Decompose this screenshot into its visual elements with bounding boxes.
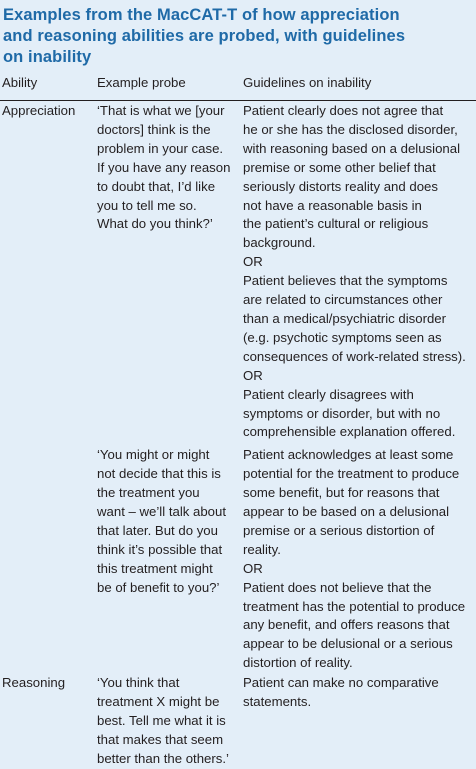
guideline-line: OR (243, 367, 263, 383)
guideline-line: reality. (243, 541, 281, 557)
guideline-line: Patient acknowledges at least some (243, 447, 454, 463)
guideline-line: the patient’s cultural or religious (243, 216, 429, 232)
guideline-line: appear to be based on a delusional (243, 504, 450, 520)
ability-cell: Appreciation (2, 103, 76, 118)
probe-line: to doubt that, I’d like (97, 178, 216, 194)
guideline-line: he or she has the disclosed disorder, (243, 121, 458, 137)
guideline-line: potential for the treatment to produce (243, 466, 460, 482)
probe-table (0, 74, 476, 769)
guideline-line: statements. (243, 694, 312, 710)
probe-line: you to tell me so. (97, 197, 197, 213)
guideline-line: appear to be delusional or a serious (243, 636, 453, 652)
guideline-line: consequences of work-related stress). (243, 348, 466, 364)
guideline-line: Patient clearly does not agree that (243, 103, 444, 118)
guideline-line: Patient does not believe that the (243, 579, 432, 595)
guideline-line: seriously distorts reality and does (243, 178, 438, 194)
probe-line: ‘That is what we [your (97, 103, 225, 118)
probe-cell (97, 102, 243, 442)
guideline-cell (243, 446, 476, 673)
probe-group (97, 102, 476, 673)
probe-group (97, 674, 476, 769)
probe-line: that makes that seem (97, 731, 224, 747)
probe-line: be of benefit to you?’ (97, 579, 220, 595)
guideline-line: premise or some other belief that (243, 159, 436, 175)
probe-line: best. Tell me what it is (97, 713, 226, 728)
guideline-line: Patient believes that the symptoms (243, 273, 448, 289)
table-title (0, 0, 476, 68)
probe-line: this treatment might (97, 560, 213, 576)
guideline-line: are related to circumstances other (243, 292, 443, 308)
guideline-cell (243, 102, 476, 442)
table-row (0, 673, 476, 769)
probe-subrow (97, 446, 476, 673)
guideline-line: any benefit, and offers reasons that (243, 617, 450, 633)
probe-subrow (97, 674, 476, 769)
probe-cell (97, 446, 243, 673)
guideline-line: Patient clearly disagrees with (243, 386, 414, 402)
header-ability: Ability (2, 75, 38, 90)
guideline-line: OR (243, 560, 263, 576)
table-header-row (0, 74, 476, 100)
guideline-line: treatment has the potential to produce (243, 598, 466, 614)
probe-line: want – we’ll talk about (97, 504, 227, 520)
guideline-line: than a medical/psychiatric disorder (243, 310, 447, 326)
probe-line: better than the others.’ (97, 750, 229, 766)
probe-line: the treatment you (97, 485, 200, 501)
guideline-line: premise or a serious distortion of (243, 522, 435, 538)
header-guidelines: Guidelines on inability (243, 75, 372, 90)
table-body (0, 101, 476, 769)
guideline-line: (e.g. psychotic symptoms seen as (243, 329, 442, 345)
probe-line: think it’s possible that (97, 541, 223, 557)
title-line: on inability (3, 48, 92, 66)
probe-line: What do you think?’ (97, 216, 213, 232)
probe-line: treatment X might be (97, 694, 220, 710)
title-line: Examples from the MacCAT-T of how appreciation (3, 6, 400, 24)
probe-subrow (97, 102, 476, 442)
guideline-line: symptoms or disorder, but with no (243, 405, 441, 421)
guideline-line: OR (243, 254, 263, 270)
guideline-line: comprehensible explanation offered. (243, 424, 456, 440)
title-line: and reasoning abilities are probed, with guidelines (3, 27, 406, 45)
table-row (0, 101, 476, 673)
guideline-line: Patient can make no comparative (243, 675, 439, 691)
probe-line: that later. But do you (97, 522, 218, 538)
probe-line: problem in your case. (97, 140, 224, 156)
guideline-line: distortion of reality. (243, 655, 353, 671)
ability-cell: Reasoning (2, 675, 66, 691)
probe-line: If you have any reason (97, 159, 231, 175)
probe-line: ‘You might or might (97, 447, 210, 463)
header-probe: Example probe (97, 75, 186, 90)
guideline-cell (243, 674, 476, 769)
guideline-line: not have a reasonable basis in (243, 197, 422, 213)
probe-cell (97, 674, 243, 769)
probe-line: ‘You think that (97, 675, 180, 691)
guideline-line: some benefit, but for reasons that (243, 485, 440, 501)
guideline-line: background. (243, 235, 316, 251)
guideline-line: with reasoning based on a delusional (243, 140, 461, 156)
probe-line: not decide that this is (97, 466, 221, 482)
probe-line: doctors] think is the (97, 121, 211, 137)
